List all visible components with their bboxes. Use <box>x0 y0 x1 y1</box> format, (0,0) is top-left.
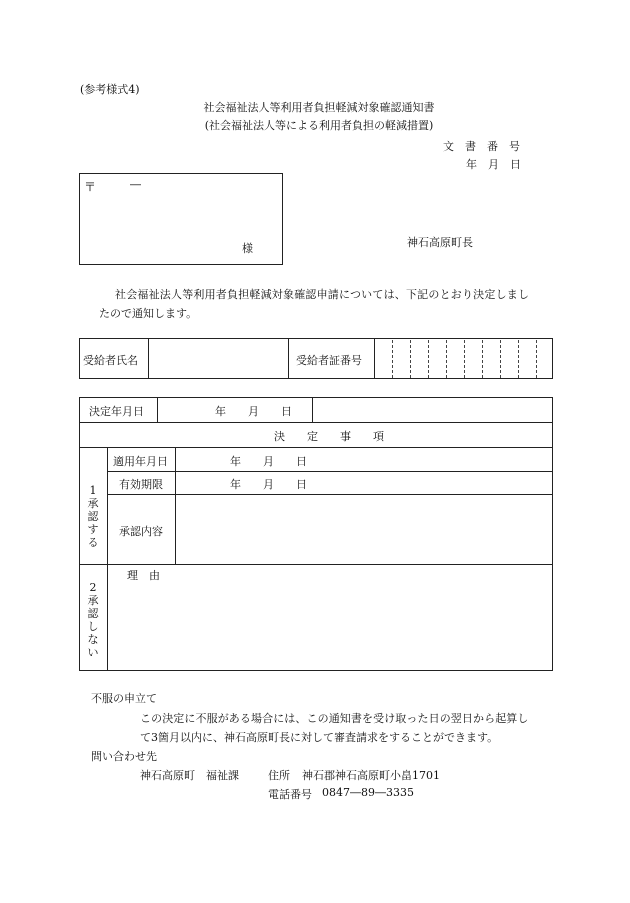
recipient-cert-label: 受給者証番号 <box>296 354 362 367</box>
contact-address: 神石郡神石高原町小畠1701 <box>302 769 440 782</box>
reject-char: 承 <box>87 594 99 607</box>
document-subtitle: (社会福祉法人等による利用者負担の軽減措置) <box>204 119 434 132</box>
contact-address-label: 住所 <box>268 769 290 782</box>
approval-content-label: 承認内容 <box>119 525 163 538</box>
cert-digit-divider <box>392 340 393 378</box>
reject-char: し <box>87 620 99 633</box>
approve-char: 承 <box>87 497 99 510</box>
form-reference: (参考様式4) <box>80 83 140 96</box>
reject-char: 2 <box>89 581 97 594</box>
postal-dash: ― <box>130 178 141 191</box>
decision-date-label: 決定年月日 <box>89 405 144 418</box>
contact-heading: 問い合わせ先 <box>91 750 157 763</box>
valid-period-value: 年 月 日 <box>230 478 307 491</box>
reject-char: 認 <box>87 607 99 620</box>
reject-char: い <box>87 646 99 659</box>
apply-date-value: 年 月 日 <box>230 455 307 468</box>
apply-date-label: 適用年月日 <box>113 455 168 468</box>
cert-digit-divider <box>518 340 519 378</box>
cert-digit-divider <box>428 340 429 378</box>
issuer-name: 神石高原町長 <box>407 236 473 249</box>
postal-mark: 〒 <box>84 180 97 194</box>
recipient-name-label: 受給者氏名 <box>83 354 138 367</box>
contact-phone-label: 電話番号 <box>268 788 312 801</box>
cert-digit-divider <box>464 340 465 378</box>
appeal-line-1: この決定に不服がある場合には、この通知書を受け取った日の翌日から起算し <box>140 712 529 725</box>
approve-char: す <box>87 523 99 536</box>
appeal-line-2: て3箇月以内に、神石高原町長に対して審査請求をすることができます。 <box>140 731 499 744</box>
honorific-sama: 様 <box>242 242 253 255</box>
contact-phone: 0847―89―3335 <box>322 786 414 799</box>
cert-digit-divider <box>482 340 483 378</box>
approve-char: 認 <box>87 510 99 523</box>
document-title: 社会福祉法人等利用者負担軽減対象確認通知書 <box>203 101 435 114</box>
decision-date-value: 年 月 日 <box>215 405 292 418</box>
cert-digit-divider <box>410 340 411 378</box>
issue-date-label: 年 月 日 <box>466 158 521 171</box>
reason-label: 理 由 <box>127 569 160 582</box>
cert-digit-divider <box>500 340 501 378</box>
contact-office: 神石高原町 福祉課 <box>140 769 239 782</box>
document-number-label: 文 書 番 号 <box>443 140 520 153</box>
decision-items-header: 決 定 事 項 <box>274 430 384 443</box>
cert-digit-divider <box>536 340 537 378</box>
intro-line-1: 社会福祉法人等利用者負担軽減対象確認申請については、下記のとおり決定しまし <box>115 288 530 301</box>
approve-char: る <box>87 536 99 549</box>
approve-char: 1 <box>89 484 97 497</box>
cert-digit-divider <box>446 340 447 378</box>
appeal-heading: 不服の申立て <box>91 692 157 705</box>
reject-char: な <box>87 633 99 646</box>
valid-period-label: 有効期限 <box>119 478 163 491</box>
intro-line-2: たので通知します。 <box>99 307 198 320</box>
